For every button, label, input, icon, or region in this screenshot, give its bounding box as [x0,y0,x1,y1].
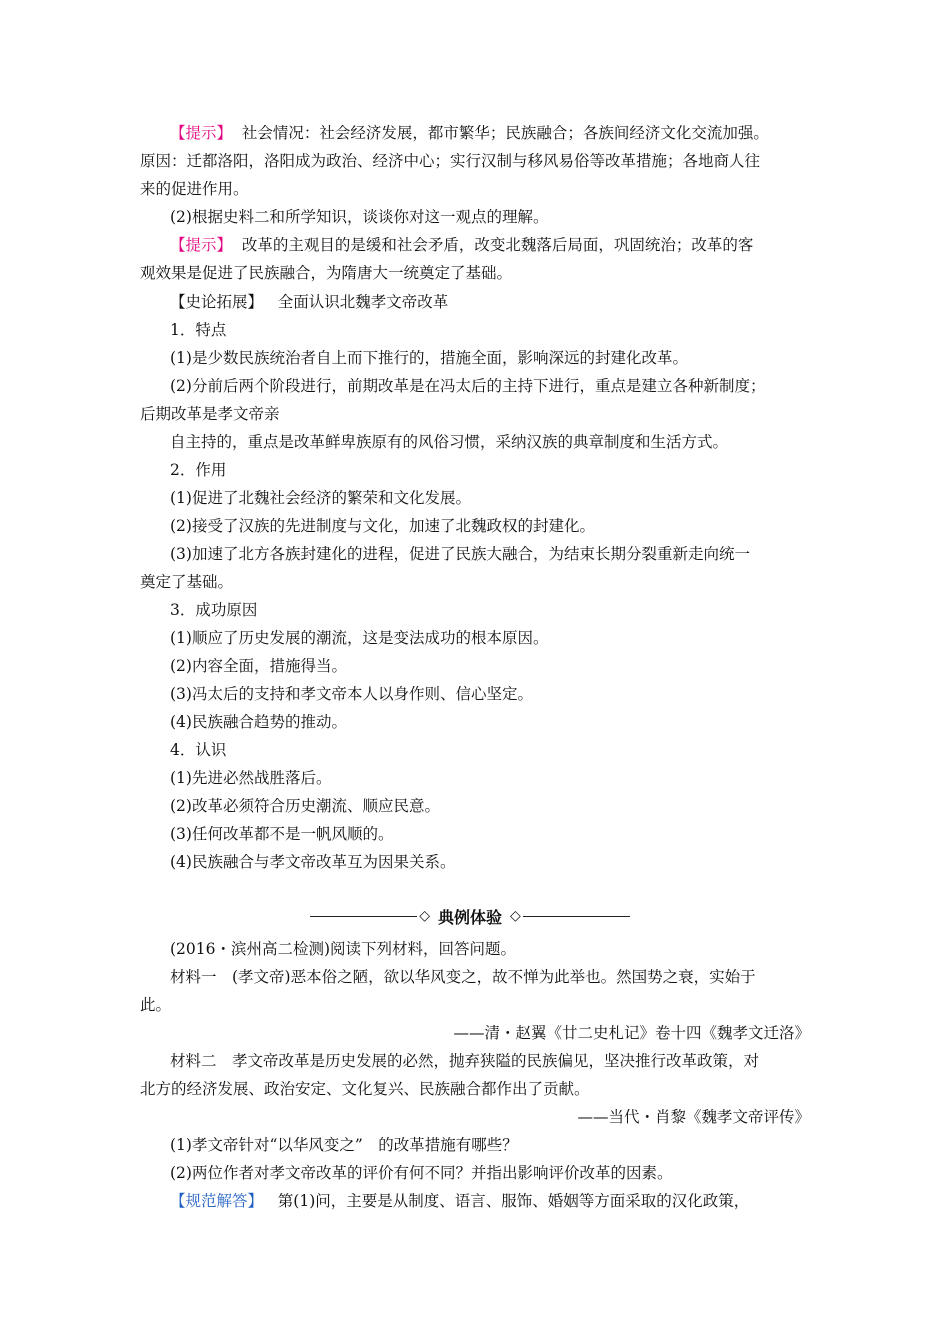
hint1-line1 [170,123,769,143]
hint1-line3: 来的促进作用。 [140,180,249,198]
section-line: 2．作用 [170,461,227,479]
section-line: (4)民族融合趋势的推动。 [170,713,347,731]
hint1-line2: 原因：迁都洛阳，洛阳成为政治、经济中心；实行汉制与移风易俗等改革措施；各地商人往 [140,152,761,170]
section-line: 1．特点 [170,321,227,339]
expand-tag: 【史论拓展】 [170,293,264,311]
example-intro: (2016・滨州高二检测)阅读下列材料，回答问题。 [170,940,517,958]
section-line: (1)顺应了历史发展的潮流，这是变法成功的根本原因。 [170,629,549,647]
section-line: 3．成功原因 [170,601,258,619]
material2-line2: 北方的经济发展、政治安定、文化复兴、民族融合都作出了贡献。 [140,1080,590,1098]
hint2-line2: 观效果是促进了民族融合，为隋唐大一统奠定了基础。 [140,264,513,282]
diamond-icon: ◇ [419,908,430,924]
hint2-text: 改革的主观目的是缓和社会矛盾，改变北魏落后局面，巩固统治；改革的客 [241,236,754,254]
hint-tag: 【提示】 [170,236,233,254]
section-line: (4)民族融合与孝文帝改革互为因果关系。 [170,853,456,871]
material2-line1: 材料二 孝文帝改革是历史发展的必然，抛弃狭隘的民族偏见，坚决推行改革政策，对 [170,1052,760,1070]
material1-line1: 材料一 (孝文帝)恶本俗之陋，欲以华风变之，故不惮为此举也。然国势之衰，实始于 [170,968,756,986]
answer-line [170,1191,749,1211]
material2-source: ——当代・肖黎《魏孝文帝评传》 [577,1108,810,1126]
section-line: (2)分前后两个阶段进行，前期改革是在冯太后的主持下进行，重点是建立各种新制度； [170,377,766,395]
section-line: (2)内容全面，措施得当。 [170,657,347,675]
example-question-1: (1)孝文帝针对“以华风变之” 的改革措施有哪些？ [170,1136,518,1154]
hint-tag: 【提示】 [170,124,233,142]
expand-title: 全面认识北魏孝文帝改革 [277,293,449,311]
section-line: 4．认识 [170,741,227,759]
section-line: 后期改革是孝文帝亲 [140,405,280,423]
section-line: (3)加速了北方各族封建化的进程，促进了民族大融合，为结束长期分裂重新走向统一 [170,545,750,563]
heading-rule [523,916,630,917]
section-line: (2)改革必须符合历史潮流、顺应民意。 [170,797,440,815]
section-line: 自主持的，重点是改革鲜卑族原有的风俗习惯，采纳汉族的典章制度和生活方式。 [170,433,729,451]
example-heading [310,905,630,927]
material1-line2: 此。 [140,996,172,1014]
hint2-line1 [170,235,753,255]
hint1-text: 社会情况：社会经济发展，都市繁华；民族融合；各族间经济文化交流加强。 [241,124,769,142]
section-line: (3)冯太后的支持和孝文帝本人以身作则、信心坚定。 [170,685,533,703]
answer-tag: 【规范解答】 [170,1192,264,1210]
section-line: 奠定了基础。 [140,573,234,591]
diamond-icon: ◇ [510,908,521,924]
section-line: (1)先进必然战胜落后。 [170,769,332,787]
section-line: (3)任何改革都不是一帆风顺的。 [170,825,394,843]
answer-text: 第(1)问，主要是从制度、语言、服饰、婚姻等方面采取的汉化政策， [277,1192,750,1210]
expand-heading [170,292,448,312]
question-2: (2)根据史料二和所学知识，谈谈你对这一观点的理解。 [170,208,549,226]
example-question-2: (2)两位作者对孝文帝改革的评价有何不同？并指出影响评价改革的因素。 [170,1164,673,1182]
section-line: (1)促进了北魏社会经济的繁荣和文化发展。 [170,489,471,507]
material1-source: ——清・赵翼《廿二史札记》卷十四《魏孝文迁洛》 [453,1024,810,1042]
section-line: (2)接受了汉族的先进制度与文化，加速了北魏政权的封建化。 [170,517,595,535]
heading-rule [310,916,417,917]
section-line: (1)是少数民族统治者自上而下推行的，措施全面，影响深远的封建化改革。 [170,349,688,367]
example-heading-title: 典例体验 [438,907,503,927]
